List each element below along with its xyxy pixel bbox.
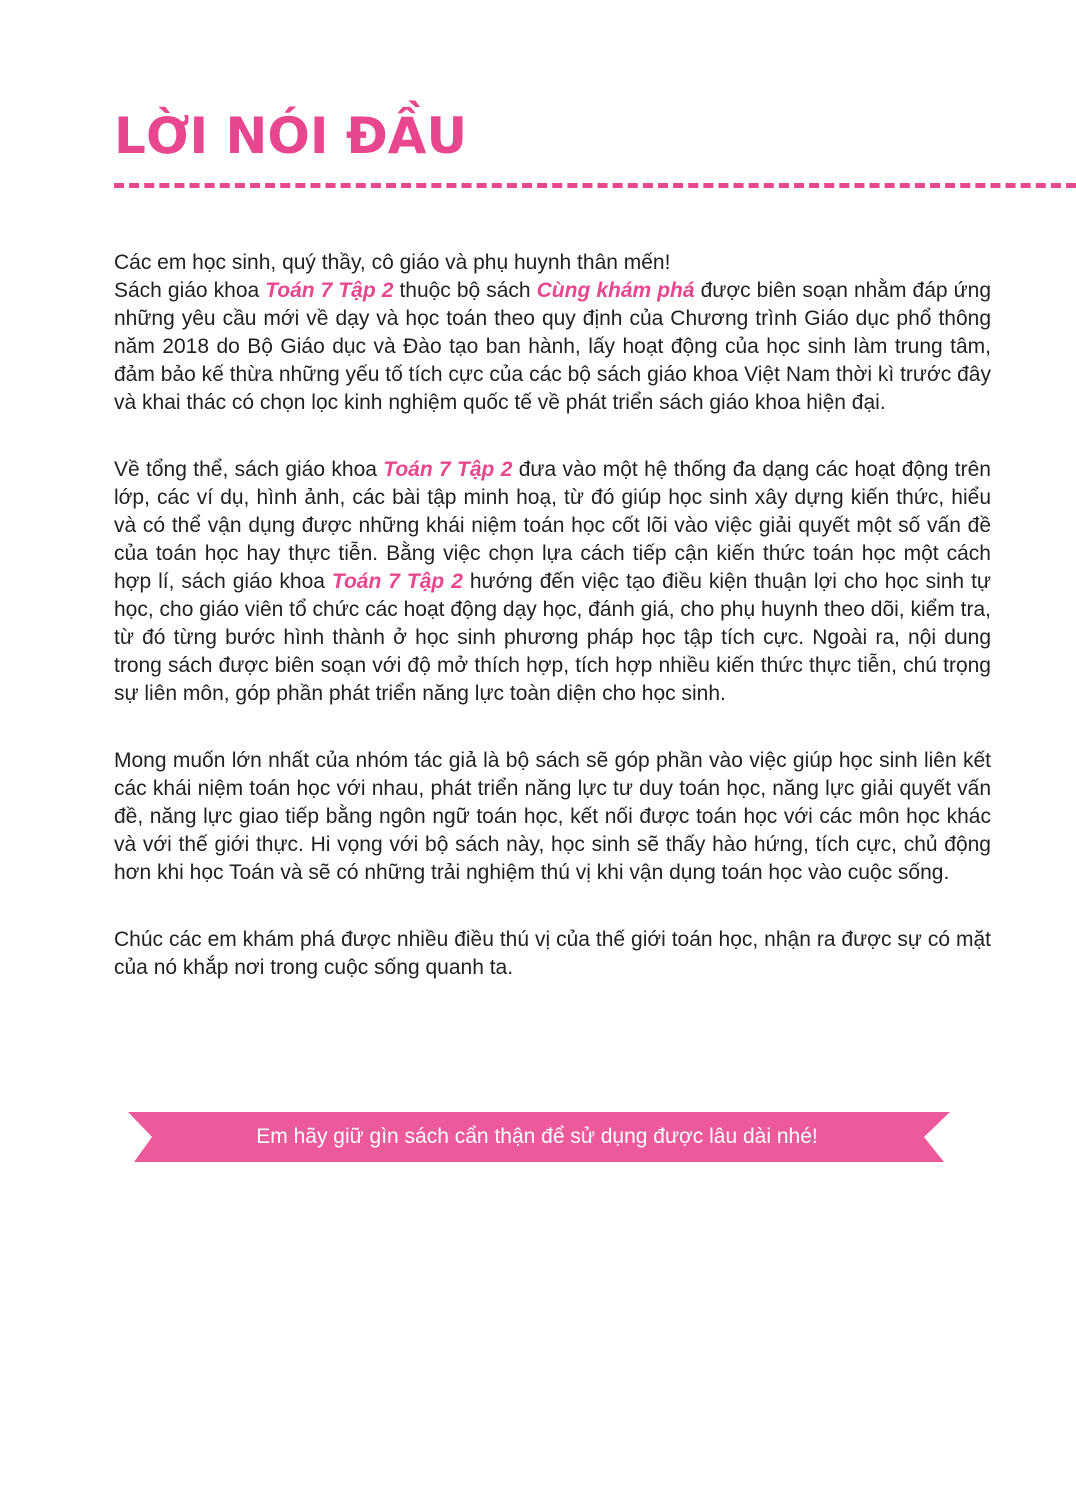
- text-run: thuộc bộ sách: [393, 279, 537, 302]
- series-title: Cùng khám phá: [536, 279, 695, 302]
- text-run: hướng đến việc tạo điều kiện thuận lợi cho học sinh tự học, cho giáo viên tổ chức các hoạt động dạy học, đánh giá, cho phụ huynh theo dõi, kiểm tra, từ đó từng bước hình thành ở học sinh phương pháp học tập tích cực. Ngoài ra, nội dung trong sách được biên soạn với độ mở thích hợp, tích hợp nhiều kiến thức thực tiễn, chú trọng sự liên môn, góp phần phát triển năng lực toàn diện cho học sinh.: [114, 570, 991, 705]
- text-run: Về tổng thể, sách giáo khoa: [114, 458, 384, 481]
- paragraph-3: Mong muốn lớn nhất của nhóm tác giả là bộ sách sẽ góp phần vào việc giúp học sinh liên kết các khái niệm toán học với nhau, phát triển năng lực tư duy toán học, năng lực giải quyết vấn đề, năng lực giao tiếp bằng ngôn ngữ toán học, kết nối được toán học với các môn học khác và với thế giới thực. Hi vọng với bộ sách này, học sinh sẽ thấy hào hứng, tích cực, chủ động hơn khi học Toán và sẽ có những trải nghiệm thú vị khi vận dụng toán học vào cuộc sống.: [114, 749, 991, 884]
- preface-body: [114, 249, 991, 982]
- greeting: Các em học sinh, quý thầy, cô giáo và phụ huynh thân mến!: [114, 251, 671, 274]
- page-title: LỜI NÓI ĐẦU: [114, 107, 468, 165]
- banner-text: Em hãy giữ gìn sách cẩn thận để sử dụng được lâu dài nhé!: [256, 1125, 818, 1148]
- dashed-divider: [114, 183, 1076, 188]
- book-title: Toán 7 Tập 2: [331, 570, 463, 593]
- paragraph-4: Chúc các em khám phá được nhiều điều thú vị của thế giới toán học, nhận ra được sự có mặt của nó khắp nơi trong cuộc sống quanh ta.: [114, 928, 991, 979]
- text-run: được biên soạn nhằm đáp ứng những yêu cầu mới về dạy và học toán theo quy định của Chương trình Giáo dục phổ thông năm 2018 do Bộ Giáo dục và Đào tạo ban hành, lấy hoạt động của học sinh làm trung tâm, đảm bảo kế thừa những yếu tố tích cực của các bộ sách giáo khoa Việt Nam thời kì trước đây và khai thác có chọn lọc kinh nghiệm quốc tế về phát triển sách giáo khoa hiện đại.: [114, 279, 992, 414]
- book-title: Toán 7 Tập 2: [383, 458, 513, 481]
- paragraph-2: [114, 456, 991, 708]
- text-run: đưa vào một hệ thống đa dạng các hoạt động trên lớp, các ví dụ, hình ảnh, các bài tập minh hoạ, từ đó giúp học sinh xây dựng kiến thức, hiểu và có thể vận dụng được những khái niệm toán học cốt lõi vào việc giải quyết một số vấn đề của toán học hay thực tiễn. Bằng việc chọn lựa cách tiếp cận kiến thức toán học một cách hợp lí, sách giáo khoa: [114, 458, 991, 593]
- text-run: Sách giáo khoa: [114, 279, 266, 302]
- book-title: Toán 7 Tập 2: [265, 279, 394, 302]
- reminder-banner: [124, 1112, 950, 1162]
- paragraph-1: [114, 277, 991, 417]
